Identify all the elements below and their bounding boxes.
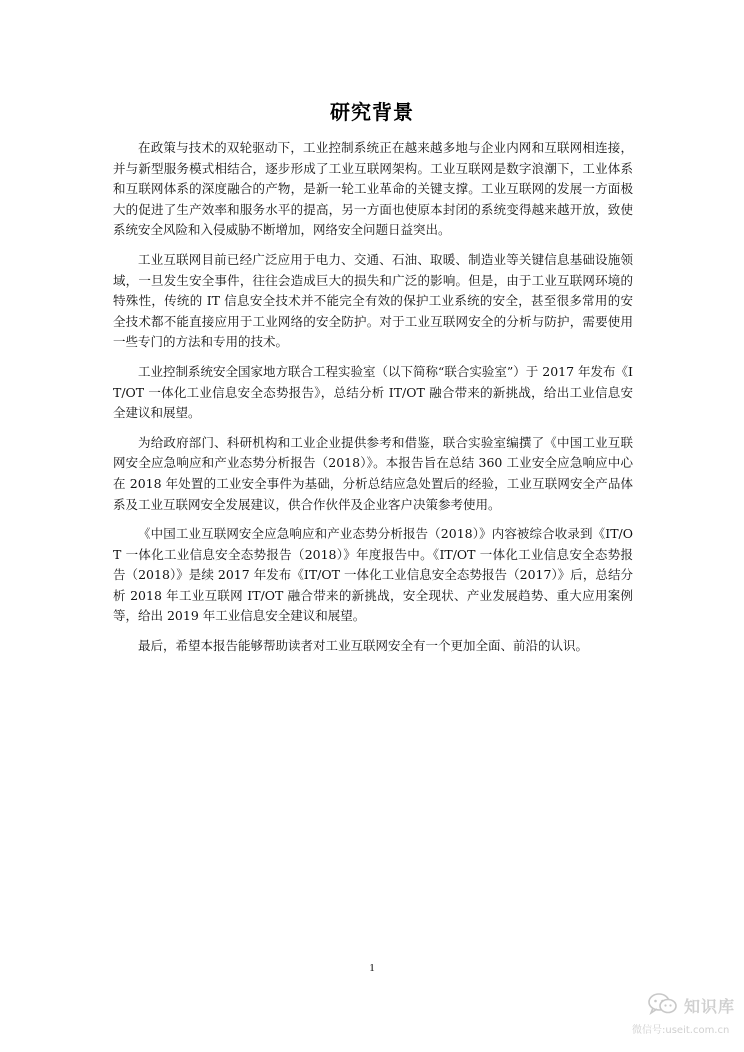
paragraph-5: 《中国工业互联网安全应急响应和产业态势分析报告（2018）》内容被综合收录到《IT/OT 一体化工业信息安全态势报告（2018）》年度报告中。《IT/OT 一体化工业信息安全态势报告（2018）》是续 2017 年发布《IT/OT 一体化工业信息安全态势报告（2017）》后，总结分析 2018 年工业互联网 IT/OT 融合带来的新挑战，安全现状、产业发展趋势、重大应用案例等，给出 2019 年工业信息安全建议和展望。	[113, 526, 633, 624]
page-title: 研究背景	[330, 100, 414, 124]
wechat-icon	[648, 993, 678, 1015]
paragraph-1: 在政策与技术的双轮驱动下，工业控制系统正在越来越多地与企业内网和互联网相连接，并与新型服务模式相结合，逐步形成了工业互联网架构。工业互联网是数字浪潮下，工业体系和互联网体系的深度融合的产物，是新一轮工业革命的关键支撑。工业互联网的发展一方面极大的促进了生产效率和服务水平的提高，另一方面也使原本封闭的系统变得越来越开放，致使系统安全风险和入侵威胁不断增加，网络安全问题日益突出。	[113, 140, 633, 238]
watermark-subtitle: 微信号:useit.com.cn	[632, 1025, 730, 1036]
paragraph-6: 最后，希望本报告能够帮助读者对工业互联网安全有一个更加全面、前沿的认识。	[138, 638, 589, 654]
paragraph-4: 为给政府部门、科研机构和工业企业提供参考和借鉴，联合实验室编撰了《中国工业互联网安全应急响应和产业态势分析报告（2018）》。本报告旨在总结 360 工业安全应急响应中心在 2018 年处置的工业安全事件为基础，分析总结应急处置后的经验，工业互联网安全产品体系及工业互联网安全发展建议，供合作伙伴及企业客户决策参考使用。	[113, 434, 633, 512]
paragraph-2: 工业互联网目前已经广泛应用于电力、交通、石油、取暖、制造业等关键信息基础设施领域，一旦发生安全事件，往往会造成巨大的损失和广泛的影响。但是，由于工业互联网环境的特殊性，传统的 IT 信息安全技术并不能完全有效的保护工业系统的安全，甚至很多常用的安全技术都不能直接应用于工业网络的安全防护。对于工业互联网安全的分析与防护，需要使用一些专门的方法和专用的技术。	[113, 251, 633, 350]
paragraph-3: 工业控制系统安全国家地方联合工程实验室（以下简称“联合实验室”）于 2017 年发布《IT/OT 一体化工业信息安全态势报告》，总结分析 IT/OT 融合带来的新挑战，给出工业信息安全建议和展望。	[113, 363, 633, 421]
page-number: 1	[369, 962, 375, 974]
watermark-brand: 知识库	[684, 997, 736, 1016]
body-text	[113, 138, 633, 666]
watermark	[630, 990, 740, 1040]
